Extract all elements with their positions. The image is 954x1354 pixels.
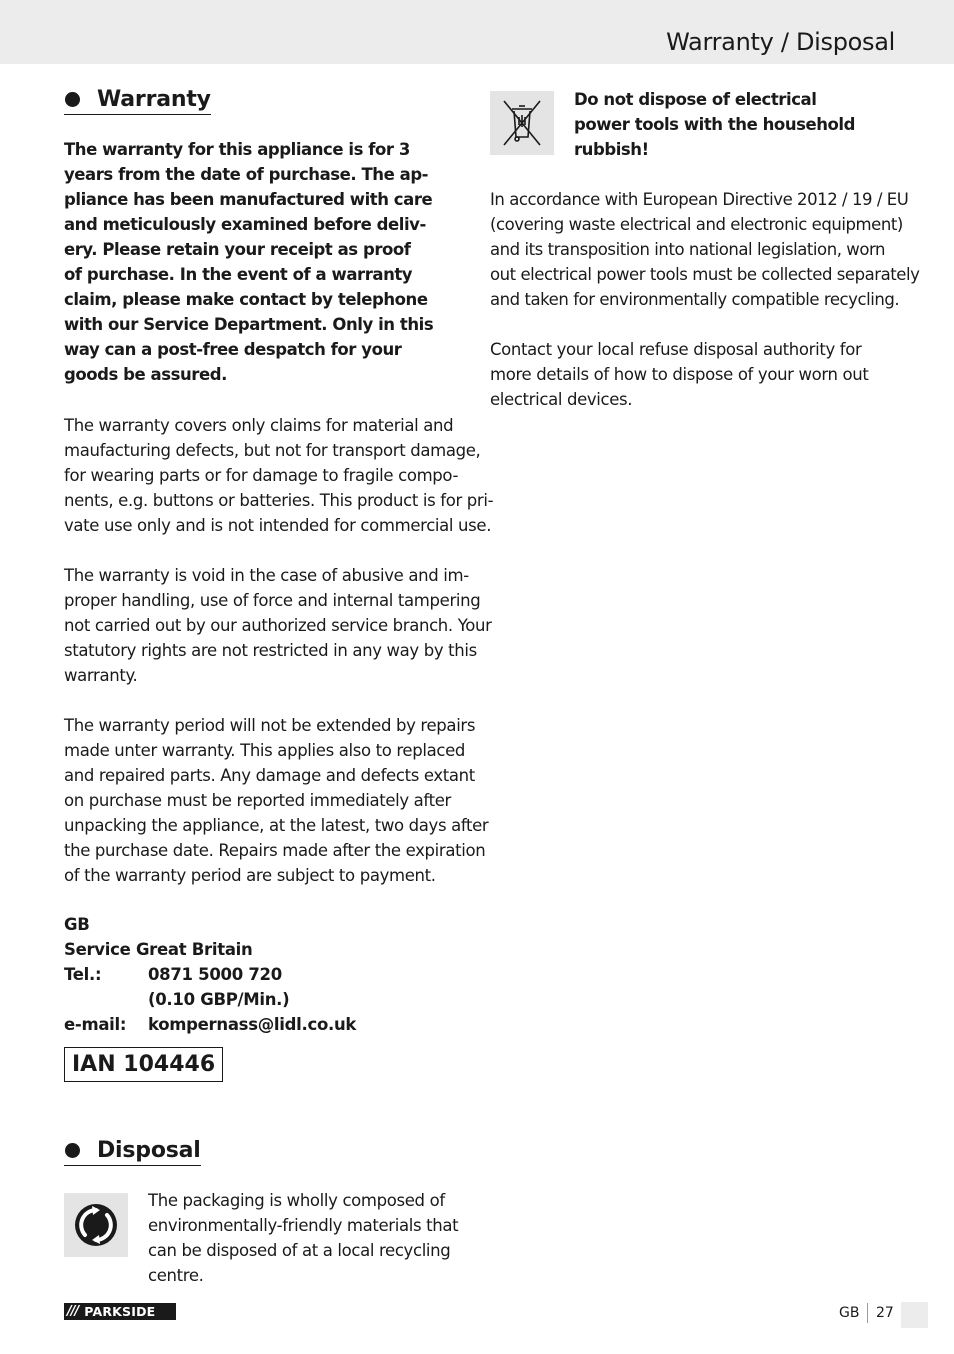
- warranty-heading: [64, 84, 211, 115]
- text-line: of the warranty period are subject to payment.: [64, 866, 436, 885]
- wheelie-bin-icon: [498, 97, 546, 149]
- contact-service-name: Service Great Britain: [64, 940, 253, 959]
- text-line: power tools with the household: [574, 115, 855, 134]
- footer-tab-marker: [901, 1302, 928, 1328]
- text-line: unpacking the appliance, at the latest, two days after: [64, 816, 489, 835]
- text-line: can be disposed of at a local recycling: [148, 1241, 451, 1260]
- text-line: with our Service Department. Only in this: [64, 315, 434, 334]
- text-line: The warranty for this appliance is for 3: [64, 140, 410, 159]
- text-line: and taken for environmentally compatible recycling.: [490, 290, 900, 309]
- heading-bullet-icon: [65, 92, 80, 107]
- footer-divider: [867, 1303, 868, 1323]
- disposal-authority-paragraph: [490, 337, 900, 412]
- text-line: In accordance with European Directive 2012 / 19 / EU: [490, 190, 909, 209]
- text-line: out electrical power tools must be collected separately: [490, 265, 920, 284]
- text-line: The warranty period will not be extended by repairs: [64, 716, 476, 735]
- warranty-heading-label: Warranty: [97, 86, 211, 112]
- disposal-heading: [64, 1135, 201, 1166]
- text-line: environmentally-friendly materials that: [148, 1216, 459, 1235]
- warranty-period-paragraph: [64, 713, 489, 888]
- page-number: 27: [876, 1305, 894, 1321]
- contact-email-label: e-mail:: [64, 1015, 127, 1034]
- green-dot-recycling-icon: [64, 1193, 128, 1257]
- text-line: ery. Please retain your receipt as proof: [64, 240, 411, 259]
- contact-tel-rate: (0.10 GBP/Min.): [148, 990, 290, 1009]
- disposal-warning: [574, 87, 904, 162]
- packaging-paragraph: [148, 1188, 468, 1288]
- disposal-heading-label: Disposal: [97, 1137, 201, 1163]
- contact-email-value: kompernass@lidl.co.uk: [148, 1015, 357, 1034]
- page-header-title: Warranty / Disposal: [666, 28, 895, 56]
- text-line: goods be assured.: [64, 365, 227, 384]
- text-line: centre.: [148, 1266, 204, 1285]
- logo-brand: PARKSIDE: [84, 1304, 156, 1319]
- text-line: made unter warranty. This applies also to replaced: [64, 741, 466, 760]
- contact-tel-label: Tel.:: [64, 965, 102, 984]
- text-line: way can a post-free despatch for your: [64, 340, 402, 359]
- text-line: years from the date of purchase. The ap-: [64, 165, 429, 184]
- text-line: and its transposition into national legislation, worn: [490, 240, 886, 259]
- text-line: pliance has been manufactured with care: [64, 190, 433, 209]
- text-line: The warranty is void in the case of abusive and im-: [64, 566, 469, 585]
- warranty-coverage-paragraph: [64, 413, 494, 538]
- text-line: of purchase. In the event of a warranty: [64, 265, 413, 284]
- footer-language-code: GB: [839, 1305, 860, 1321]
- text-line: Contact your local refuse disposal authority for: [490, 340, 862, 359]
- warranty-intro: [64, 137, 464, 387]
- text-line: on purchase must be reported immediately after: [64, 791, 451, 810]
- text-line: Do not dispose of electrical: [574, 90, 817, 109]
- text-line: The packaging is wholly composed of: [148, 1191, 445, 1210]
- text-line: (covering waste electrical and electronic equipment): [490, 215, 903, 234]
- logo-slashes: ///: [67, 1304, 79, 1319]
- text-line: The warranty covers only claims for material and: [64, 416, 454, 435]
- contact-country: GB: [64, 915, 90, 934]
- warranty-void-paragraph: [64, 563, 492, 688]
- text-line: proper handling, use of force and internal tampering: [64, 591, 481, 610]
- text-line: electrical devices.: [490, 390, 633, 409]
- ian-number-box: IAN 104446: [64, 1047, 223, 1082]
- service-contact-block: [64, 912, 464, 1037]
- text-line: nents, e.g. buttons or batteries. This product is for pri-: [64, 491, 494, 510]
- text-line: vate use only and is not intended for commercial use.: [64, 516, 492, 535]
- text-line: maufacturing defects, but not for transport damage,: [64, 441, 481, 460]
- contact-tel-value: 0871 5000 720: [148, 965, 282, 984]
- green-dot-symbol-icon: [73, 1202, 119, 1248]
- weee-directive-paragraph: [490, 187, 920, 312]
- text-line: for wearing parts or for damage to fragile compo-: [64, 466, 459, 485]
- text-line: statutory rights are not restricted in any way by this: [64, 641, 477, 660]
- text-line: warranty.: [64, 666, 138, 685]
- text-line: and repaired parts. Any damage and defects extant: [64, 766, 475, 785]
- parkside-logo: [64, 1303, 176, 1320]
- heading-bullet-icon: [65, 1143, 80, 1158]
- text-line: the purchase date. Repairs made after the expiration: [64, 841, 486, 860]
- text-line: more details of how to dispose of your worn out: [490, 365, 869, 384]
- text-line: and meticulously examined before deliv-: [64, 215, 426, 234]
- text-line: rubbish!: [574, 140, 649, 159]
- text-line: not carried out by our authorized service branch. Your: [64, 616, 492, 635]
- crossed-out-wheelie-bin-icon: [490, 91, 554, 155]
- text-line: claim, please make contact by telephone: [64, 290, 428, 309]
